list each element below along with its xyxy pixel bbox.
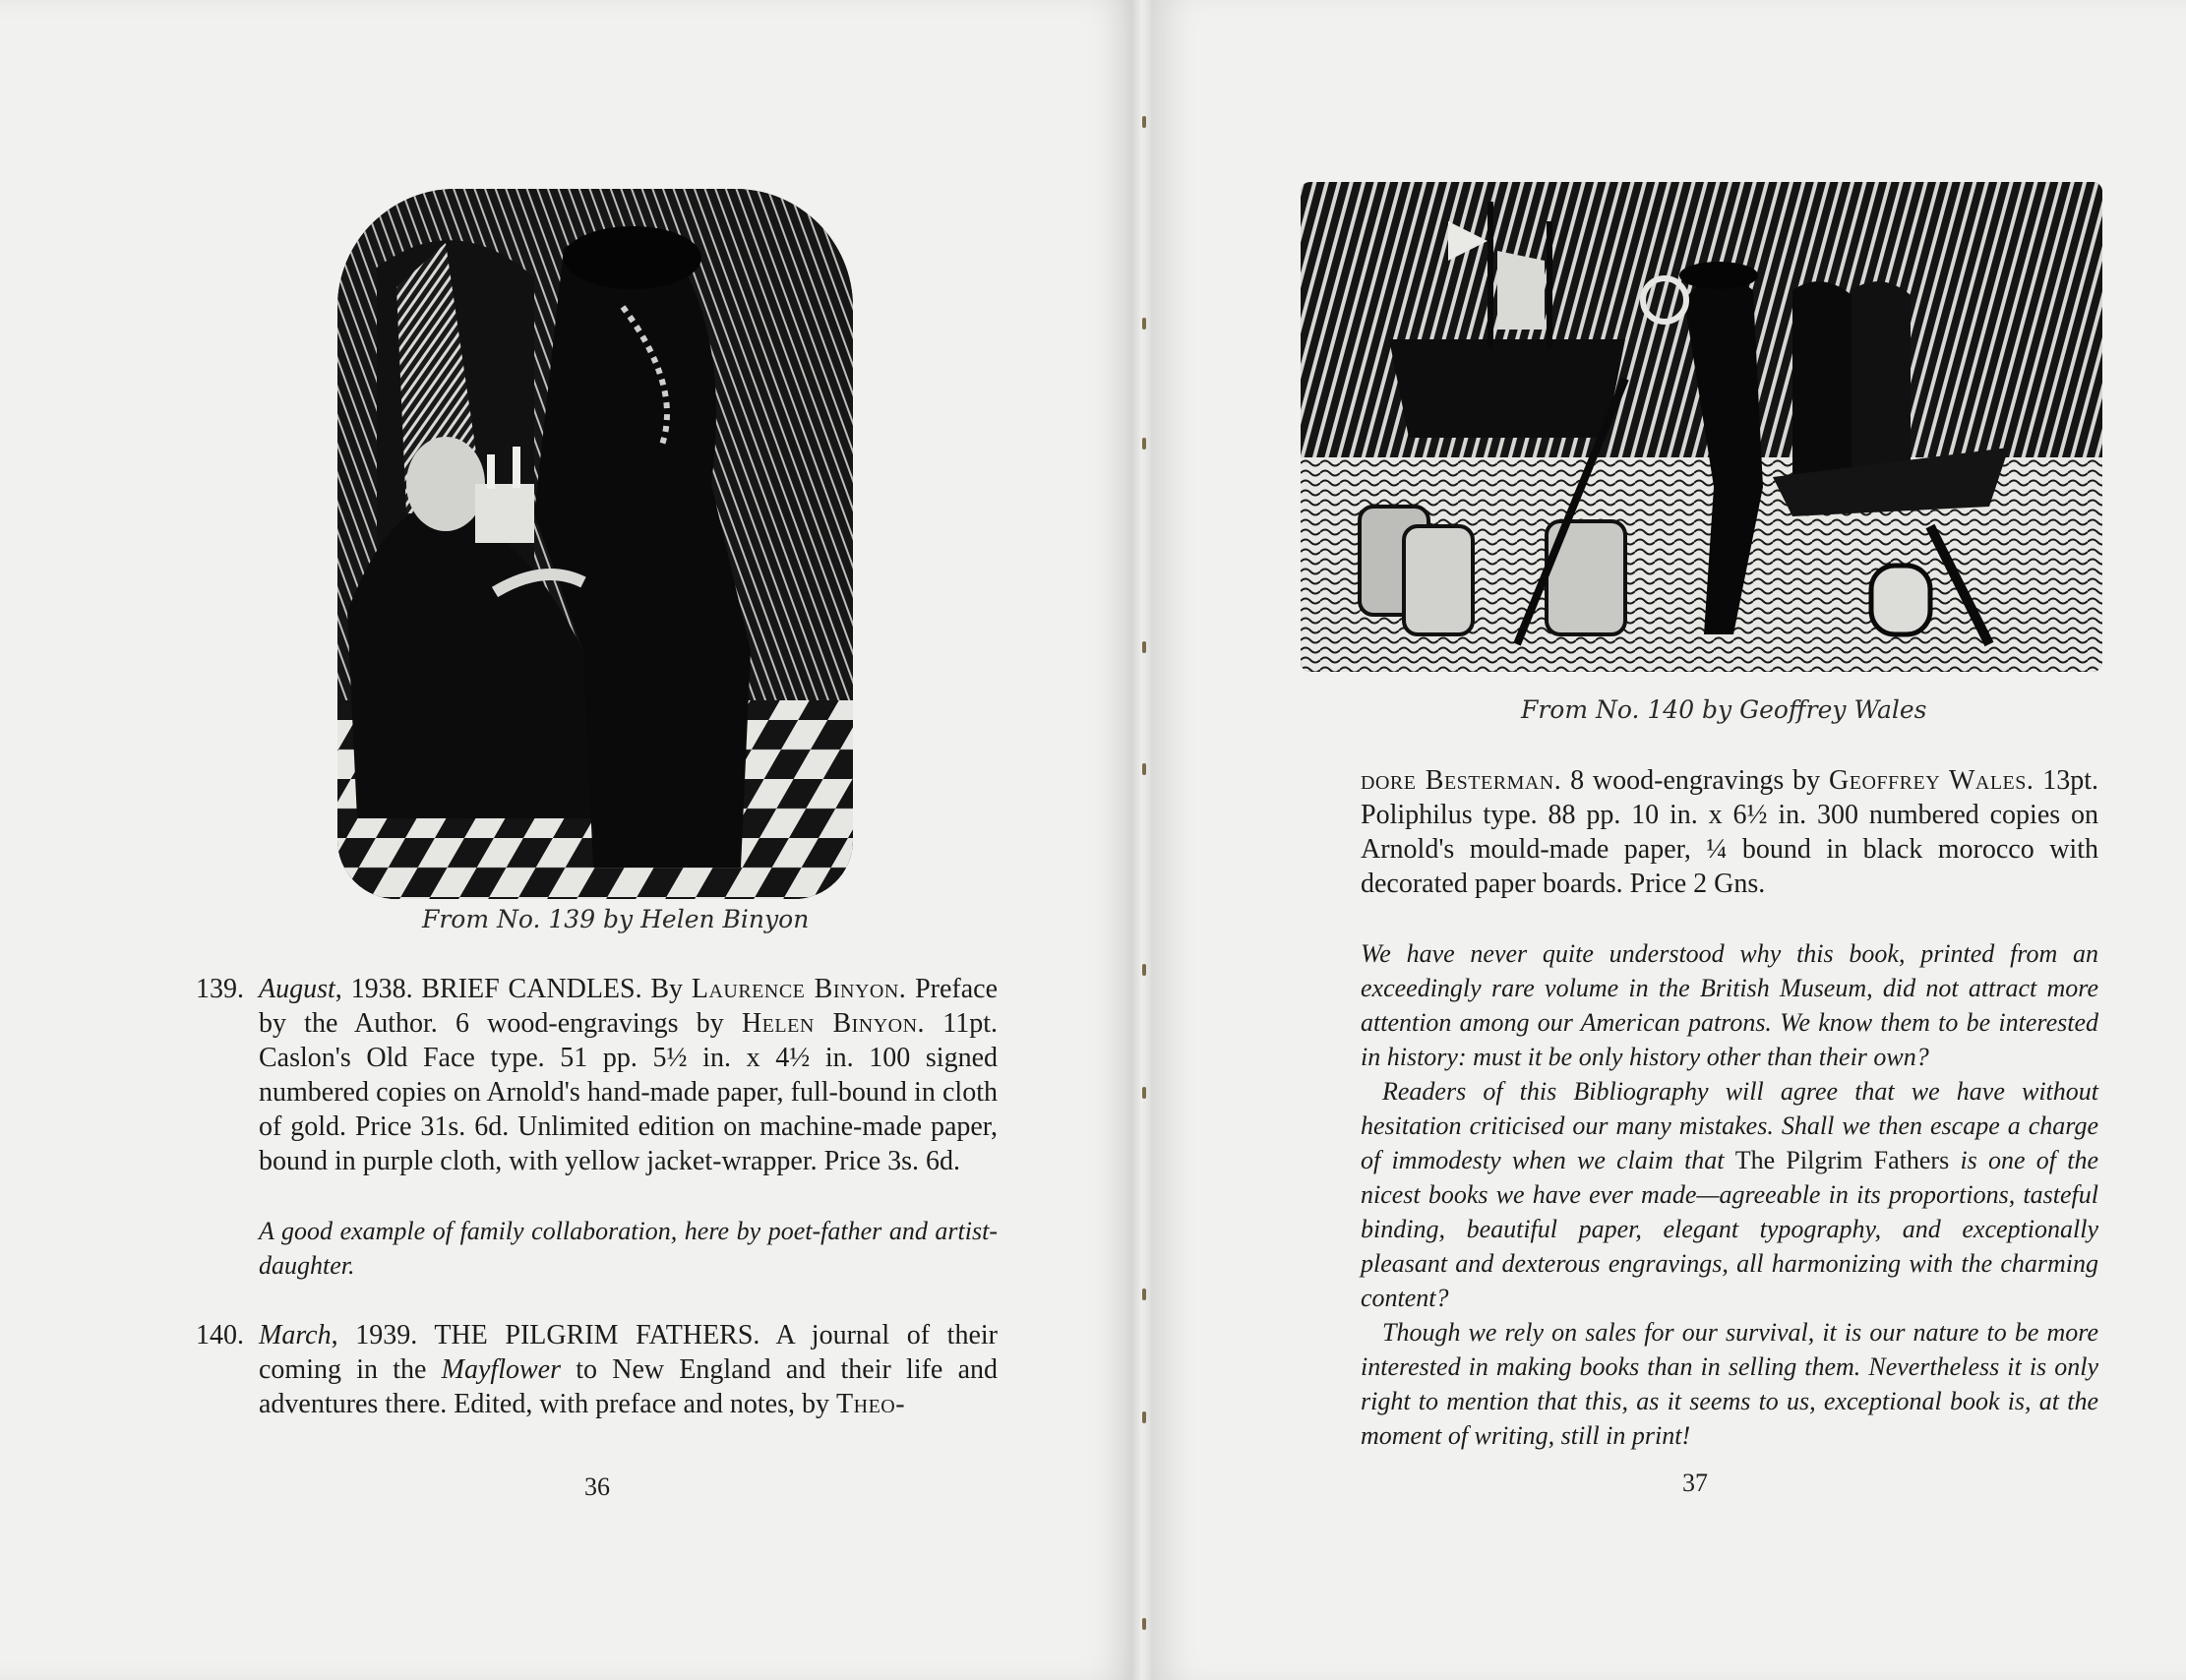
entry-number: 139. [196,974,244,1004]
entry-text-a: Preface by the Author. 6 wood-engravings by [259,974,998,1039]
entry-text-a: A journal of their coming in the [259,1320,998,1385]
note-paragraph-2 [1361,1074,2098,1315]
editorial-note-140 [1361,936,2098,1453]
entry-year: , 1939. [331,1320,418,1350]
binding-stitch [1142,641,1146,653]
entries-column-left [196,972,998,1421]
wood-engraving-brief-candles [337,189,853,899]
entry-editor-part: Theo- [836,1389,906,1419]
editorial-note-139 [196,1214,998,1283]
figure-caption-140: From No. 140 by Geoffrey Wales [1521,695,1927,724]
entry-illustrator: Helen Binyon. [741,1008,926,1039]
binding-stitch [1142,318,1146,330]
binding-stitch [1142,1411,1146,1423]
entries-column-right [1361,763,2098,1453]
binding-stitch [1142,1087,1146,1099]
binding-stitch [1142,1618,1146,1630]
entry-year: , 1938. [334,974,413,1004]
entry-title: THE PILGRIM FATHERS. [434,1320,760,1350]
note-text: A good example of family collaboration, here by poet-father and artist-daughter. [259,1217,998,1280]
note-text: is one of the nicest books we have ever made—agreeable in its proportions, tasteful binding, beautiful paper, elegant typography, and exceptionally pleasant and dexterous engravings, all harmonizing with the charming content? [1361,1146,2099,1312]
wood-engraving-pilgrim-fathers [1301,182,2102,672]
binding-stitch [1142,763,1146,775]
engraving-artwork [337,189,853,899]
entry-date: August [259,974,335,1004]
bibliography-entry-140 [196,1318,998,1421]
entry-editor-part: dore Besterman. [1361,765,1562,796]
binding-stitch [1142,964,1146,976]
right-page [1151,0,2186,1680]
entry-text-b: to New England and their life and adventures there. Edited, with preface and notes, by [259,1354,999,1419]
binding-stitch [1142,438,1146,450]
bibliography-entry-139 [196,972,998,1178]
note-paragraph-3: Though we rely on sales for our survival, it is our nature to be more interested in making books than in selling them. Nevertheless it is only right to mention that this, as it seems to us, exceptional book is, at the moment of writing, still in print! [1361,1318,2098,1450]
note-paragraph-1: We have never quite understood why this book, printed from an exceedingly rare volume in the British Museum, did not attract more attention among our American patrons. We know them to be interested in history: must it be only history other than their own? [1361,939,2098,1071]
binding-stitch [1142,1289,1146,1300]
entry-number: 140. [196,1320,244,1350]
page-number-right: 37 [1682,1469,1708,1497]
note-text: Readers of this Bibliography will agree that we have without hesitation criticised our many mistakes. Shall we then escape a charge of immodesty when we claim that [1361,1077,2098,1174]
page-number-left: 36 [584,1472,610,1501]
entry-author: Laurence Binyon. [691,974,907,1004]
bibliography-entry-140-continued [1361,763,2098,901]
entry-title: BRIEF CANDLES. [421,974,642,1004]
entry-text-a: 8 wood-engravings by [1570,765,1821,796]
entry-text-b: 11pt. Caslon's Old Face type. 51 pp. 5½ in. x 4½ in. 100 signed numbered copies on Arnold's hand-made paper, full-bound in cloth of gold. Price 31s. 6d. Unlimited edition on machine-made paper, bound in purple cloth, with yellow jacket-wrapper. Price 3s. 6d. [259,1008,998,1176]
entry-text-b: 13pt. Poliphilus type. 88 pp. 10 in. x 6½ in. 300 numbered copies on Arnold's mould-made paper, ¼ bound in black morocco with decorated paper boards. Price 2 Gns. [1361,765,2099,899]
binding-stitch [1142,116,1146,128]
entry-date: March [259,1320,332,1350]
entry-ship-name: Mayflower [441,1354,561,1385]
entry-by: By [650,974,684,1004]
engraving-artwork [1301,182,2102,672]
figure-caption-139: From No. 139 by Helen Binyon [422,905,810,933]
note-book-title: The Pilgrim Fathers [1734,1146,1950,1174]
entry-illustrator: Geoffrey Wales. [1829,765,2034,796]
